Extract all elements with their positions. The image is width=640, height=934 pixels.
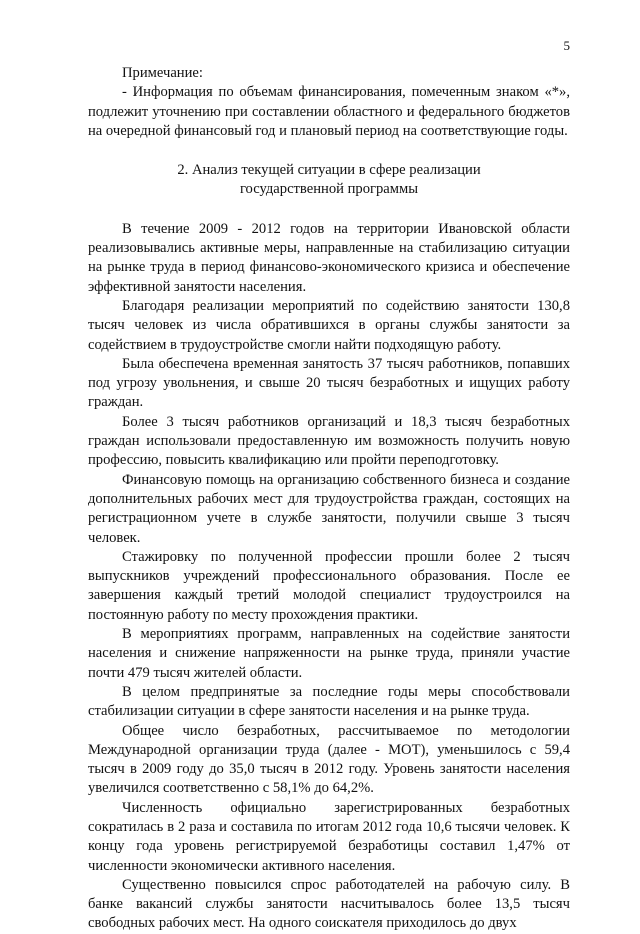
paragraph: Общее число безработных, рассчитываемое по методологии Международной организации труда (далее - МОТ), уменьшилось с 59,4 тысяч в 2009 году до 35,0 тысяч в 2012 году. Уровень занятости населения увеличился соответственно с 58,1% до 64,2%. bbox=[88, 722, 570, 797]
note-text: - Информация по объемам финансирования, помеченным знаком «*», подлежит уточнению при составлении областного и федерального бюджетов на очередной финансовый год и плановый период на соответствующие годы. bbox=[88, 84, 570, 139]
paragraph: Благодаря реализации мероприятий по содействию занятости 130,8 тысяч человек из числа обратившихся в органы службы занятости за содействием в трудоустройстве смогли найти подходящую работу. bbox=[88, 297, 570, 353]
paragraph: Существенно повысился спрос работодателей на рабочую силу. В банке вакансий службы занятости насчитывалось более 13,5 тысяч свободных рабочих мест. На одного соискателя приходилось до двух bbox=[88, 876, 570, 932]
paragraph: Финансовую помощь на организацию собственного бизнеса и создание дополнительных рабочих мест для трудоустройства граждан, состоящих на регистрационном учете в службе занятости, получили свыше 3 тысяч человек. bbox=[88, 471, 570, 546]
section-heading-line2: государственной программы bbox=[239, 181, 419, 198]
paragraph: В мероприятиях программ, направленных на содействие занятости населения и снижение напряженности на рынке труда, приняли участие почти 479 тысяч жителей области. bbox=[88, 626, 570, 681]
page-content bbox=[88, 64, 570, 934]
note-block bbox=[88, 64, 570, 141]
section-heading bbox=[88, 161, 570, 200]
paragraph: В течение 2009 - 2012 годов на территории Ивановской области реализовывались активные меры, направленные на стабилизацию ситуации на рынке труда в период финансово-экономического кризиса и обеспечение эффективной занятости населения. bbox=[88, 220, 570, 295]
paragraph: Была обеспечена временная занятость 37 тысяч работников, попавших под угрозу увольнения, и свыше 20 тысяч безработных и ищущих работу граждан. bbox=[88, 355, 570, 411]
paragraph: Более 3 тысяч работников организаций и 18,3 тысяч безработных граждан использовали предоставленную им возможность получить новую профессию, повысить квалификацию или пройти переподготовку. bbox=[88, 413, 570, 469]
note-title: Примечание: bbox=[122, 65, 203, 81]
section-heading-line1: 2. Анализ текущей ситуации в сфере реализации bbox=[177, 162, 481, 179]
page-number: 5 bbox=[563, 38, 570, 53]
paragraph: Стажировку по полученной профессии прошли более 2 тысяч выпускников учреждений профессионального образования. После ее завершения каждый третий молодой специалист трудоустроился на постоянную работу по месту прохождения практики. bbox=[88, 548, 570, 623]
paragraph: В целом предпринятые за последние годы меры способствовали стабилизации ситуации в сфере занятости населения и на рынке труда. bbox=[88, 683, 570, 720]
paragraph: Численность официально зарегистрированных безработных сократилась в 2 раза и составила по итогам 2012 года 10,6 тысячи человек. К концу года уровень регистрируемой безработицы составил 1,47% от численности экономически активного населения. bbox=[88, 799, 570, 874]
